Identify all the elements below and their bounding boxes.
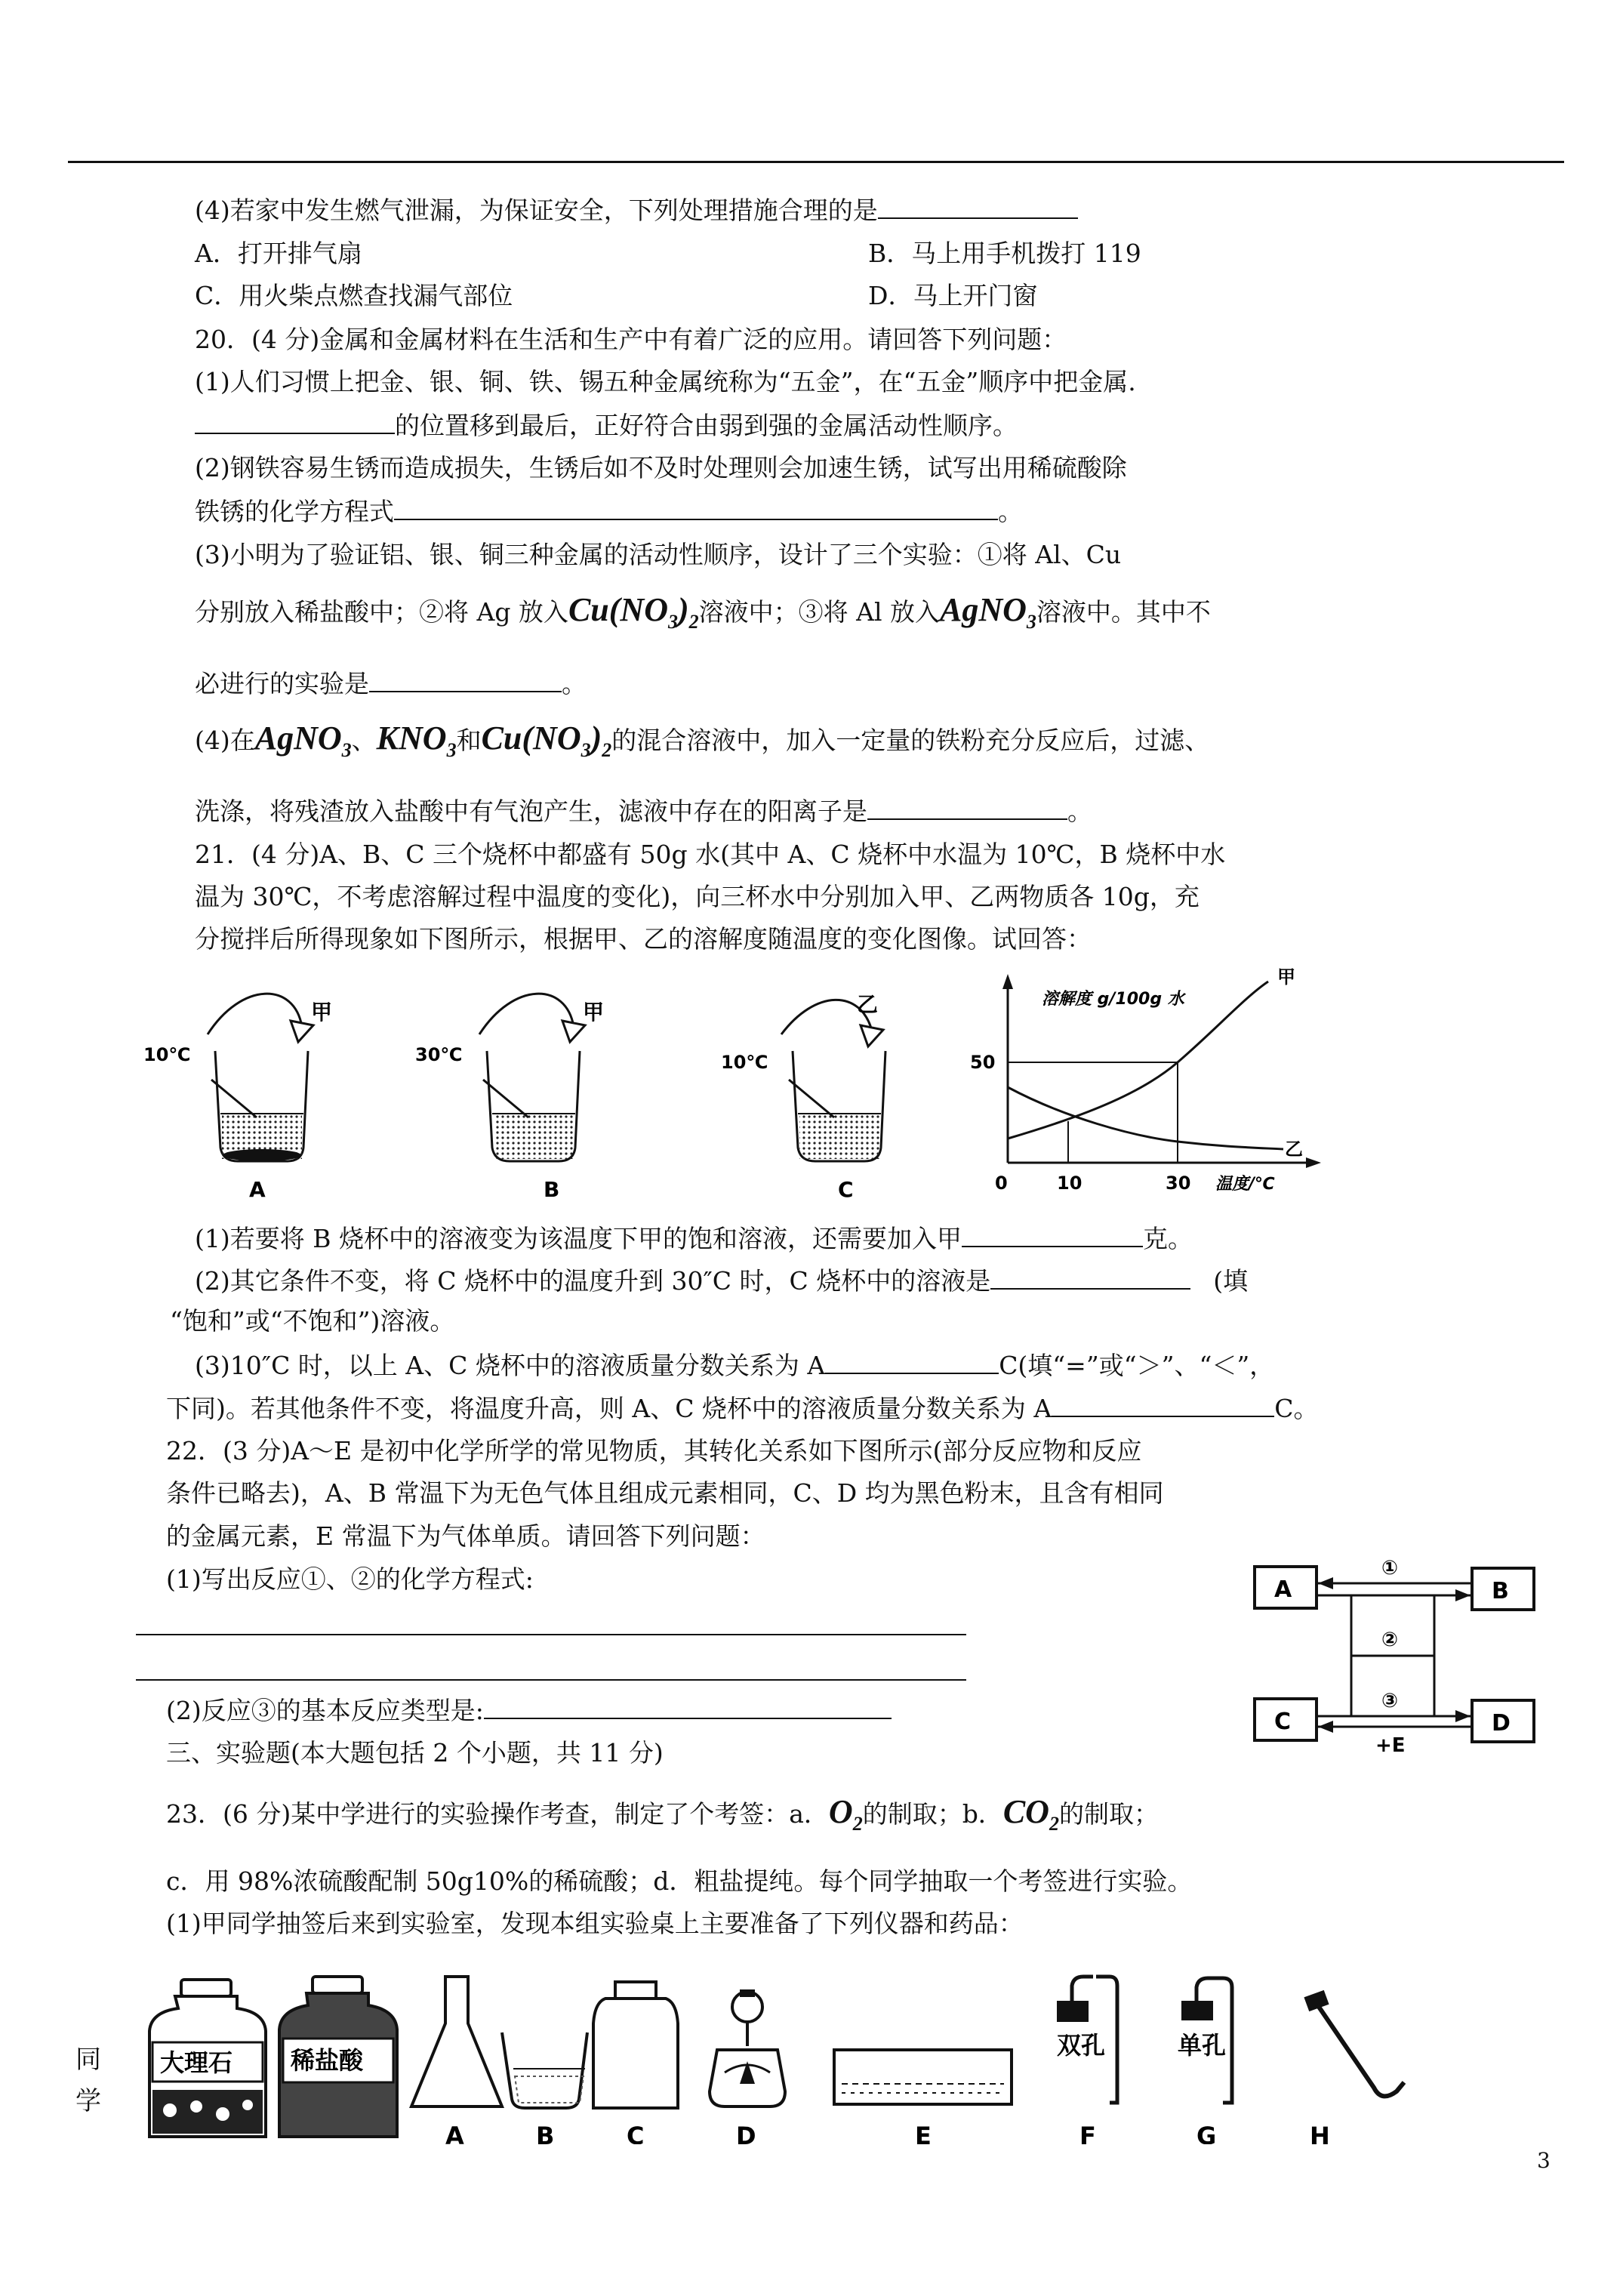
answer-blank[interactable] <box>878 195 1078 219</box>
page-number: 3 <box>1537 2148 1551 2173</box>
pour-arrow-icon <box>479 994 574 1034</box>
q21-line2: 温为 30℃，不考虑溶解过程中温度的变化)，向三杯水中分别加入甲、乙两物质各 10g，充 <box>195 882 1200 911</box>
conical-flask-icon <box>411 1977 502 2106</box>
node-a: A <box>1274 1576 1292 1603</box>
formula-o2: $O_2$ <box>828 1793 863 1835</box>
q21-title: 21．(4 分)A、B、C 三个烧杯中都盛有 50g 水(其中 A、C 烧杯中水温为 10℃，B 烧杯中水 <box>195 840 1226 869</box>
q19-option-b: B．马上用手机拨打 119 <box>868 239 1141 268</box>
label-h: H <box>1310 2122 1330 2144</box>
beaker-c-label: C <box>838 1177 854 1202</box>
margin-char-2: 学 <box>75 2086 101 2116</box>
stopper-two-hole-label: 双孔 <box>1057 2031 1106 2060</box>
q23-line3: (1)甲同学抽签后来到实验室，发现本组实验桌上主要准备了下列仪器和药品： <box>166 1909 1024 1938</box>
beaker-c <box>721 992 885 1202</box>
label-d: D <box>736 2122 756 2144</box>
answer-blank[interactable] <box>990 1265 1190 1290</box>
q23-line1: 23．(6 分)某中学进行的实验操作考查，制定了个考签：a．$O_2$的制取；b．$CO_2$的制取； <box>166 1793 1159 1835</box>
answer-blank[interactable] <box>484 1695 892 1719</box>
formula-cu-no3-2: $Cu(NO_3)_2$ <box>568 591 699 633</box>
x-axis-label: 温度/℃ <box>1215 1175 1275 1194</box>
beaker-a <box>143 994 332 1202</box>
q22-q2: (2)反应③的基本反应类型是: <box>166 1695 892 1726</box>
stopper-one-hole-label: 单孔 <box>1178 2031 1227 2060</box>
reaction-2-label: ② <box>1381 1629 1399 1651</box>
q23-apparatus <box>143 1963 1487 2144</box>
bottle-hcl <box>279 1977 397 2137</box>
q22-diagram <box>1246 1552 1563 1755</box>
answer-line-2[interactable] <box>136 1679 966 1681</box>
answer-line-1[interactable] <box>136 1634 966 1635</box>
header-rule <box>68 161 1564 163</box>
formula-agno3: AgNO$_3$ <box>940 591 1036 633</box>
formula-kno3: $KNO_3$ <box>376 720 457 761</box>
q19-option-c: C．用火柴点燃查找漏气部位 <box>195 281 513 310</box>
q20-p2a: (2)钢铁容易生锈而造成损失，生锈后如不及时处理则会加速生锈，试写出用稀硫酸除 <box>195 453 1127 482</box>
trough-icon <box>834 2050 1012 2104</box>
q19-4-stem: (4)若家中发生燃气泄漏，为保证安全，下列处理措施合理的是 <box>195 195 1078 226</box>
beaker-b <box>415 994 604 1202</box>
beaker-a-temp: 10℃ <box>143 1044 191 1065</box>
curve-yi-label: 乙 <box>1285 1139 1303 1160</box>
beaker-icon <box>502 2032 587 2108</box>
q22-title: 22．(3 分)A～E 是初中化学所学的常见物质，其转化关系如下图所示(部分反应物和反应 <box>166 1436 1142 1465</box>
formula-co2: $CO_2$ <box>1002 1793 1059 1835</box>
q21-a3b: 下同)。若其他条件不变，将温度升高，则 A、C 烧杯中的溶液质量分数关系为 A C。 <box>166 1394 1319 1423</box>
q22-line3: 的金属元素，E 常温下为气体单质。请回答下列问题： <box>166 1521 765 1551</box>
beaker-b-temp: 30℃ <box>415 1044 463 1065</box>
reaction-1-label: ① <box>1381 1557 1399 1579</box>
reagent-e-label: +E <box>1375 1734 1406 1755</box>
answer-blank[interactable] <box>825 1350 999 1374</box>
q21-a3a: (3)10″C 时，以上 A、C 烧杯中的溶液质量分数关系为 A C(填“=”或“＞”、“＜”， <box>195 1351 1275 1380</box>
gas-jar-icon <box>593 1999 678 2108</box>
q19-option-d: D．马上开门窗 <box>868 281 1038 310</box>
x-tick-0: 0 <box>995 1173 1008 1194</box>
q20-p3b: 分别放入稀盐酸中；②将 Ag 放入$Cu(NO_3)_2$溶液中；③将 Al 放入AgNO$_3$溶液中。其中不 <box>195 591 1211 633</box>
q20-p3a: (3)小明为了验证铝、银、铜三种金属的活动性顺序，设计了三个实验：①将 Al、Cu <box>195 540 1122 569</box>
q20-p1b: 的位置移到最后，正好符合由弱到强的金属活动性顺序。 <box>195 410 1018 441</box>
solubility-graph <box>970 966 1321 1194</box>
answer-blank[interactable] <box>962 1223 1143 1247</box>
q21-a2a: (2)其它条件不变，将 C 烧杯中的温度升到 30″C 时，C 烧杯中的溶液是 (填 <box>195 1266 1249 1296</box>
bottle-hcl-label: 稀盐酸 <box>291 2046 364 2075</box>
x-tick-10: 10 <box>1057 1173 1083 1194</box>
x-tick-30: 30 <box>1166 1173 1191 1194</box>
label-c: C <box>627 2122 645 2144</box>
answer-blank[interactable] <box>195 410 395 434</box>
q20-p2b: 铁锈的化学方程式 。 <box>195 497 1023 526</box>
bottle-marble-label: 大理石 <box>160 2048 233 2077</box>
beaker-b-label: B <box>544 1177 560 1202</box>
q20-p3c: 必进行的实验是 。 <box>195 669 587 698</box>
pour-arrow-icon <box>208 994 302 1034</box>
label-f: F <box>1079 2122 1096 2144</box>
q21-a2b: “饱和”或“不饱和”)溶液。 <box>170 1306 455 1336</box>
label-g: G <box>1196 2122 1217 2144</box>
curve-jia-label: 甲 <box>1277 966 1295 988</box>
bottle-marble <box>149 1980 266 2137</box>
beaker-a-label: A <box>249 1177 266 1202</box>
q20-p4b: 洗涤，将残渣放入盐酸中有气泡产生，滤液中存在的阳离子是 。 <box>195 797 1092 826</box>
one-hole-stopper-icon <box>1178 1978 1232 2103</box>
q20-title: 20．(4 分)金属和金属材料在生活和生产中有着广泛的应用。请回答下列问题： <box>195 325 1067 354</box>
answer-blank[interactable] <box>394 496 998 520</box>
q22-line2: 条件已略去)，A、B 常温下为无色气体且组成元素相同，C、D 均为黑色粉末，且含有相同 <box>166 1478 1164 1508</box>
q20-p1a: (1)人们习惯上把金、银、铜、铁、锡五种金属统称为“五金”，在“五金”顺序中把金属. <box>195 367 1136 396</box>
y-axis-label: 溶解度 g/100g 水 <box>1042 990 1184 1009</box>
beaker-c-substance: 乙 <box>857 992 879 1017</box>
section-3-heading: 三、实验题(本大题包括 2 个小题，共 11 分) <box>166 1738 664 1767</box>
q20-p4a: (4)在AgNO$_3$、$KNO_3$和$Cu(NO_3)_2$的混合溶液中，加入一定量的铁粉充分反应后，过滤、 <box>195 720 1210 761</box>
q21-figure <box>136 966 1359 1223</box>
alcohol-lamp-icon <box>710 1989 785 2106</box>
formula-cu-no3-2: $Cu(NO_3)_2$ <box>481 720 612 761</box>
bent-tube-icon <box>1304 1990 1404 2097</box>
q23-line2: c．用 98%浓硫酸配制 50g10%的稀硫酸；d．粗盐提纯。每个同学抽取一个考签进行实验。 <box>166 1866 1193 1896</box>
q22-q1: (1)写出反应①、②的化学方程式: <box>166 1564 534 1594</box>
margin-char-1: 同 <box>75 2045 101 2075</box>
node-c: C <box>1274 1709 1292 1735</box>
q21-a1: (1)若要将 B 烧杯中的溶液变为该温度下甲的饱和溶液，还需要加入甲 克。 <box>195 1224 1193 1253</box>
two-hole-stopper-icon <box>1057 1977 1117 2103</box>
reaction-3-label: ③ <box>1381 1690 1399 1712</box>
beaker-c-temp: 10℃ <box>721 1052 768 1073</box>
answer-blank[interactable] <box>1052 1393 1274 1417</box>
beaker-a-substance: 甲 <box>311 1000 333 1025</box>
y-tick-50: 50 <box>970 1052 996 1073</box>
node-b: B <box>1492 1578 1509 1604</box>
q21-line3: 分搅拌后所得现象如下图所示，根据甲、乙的溶解度随温度的变化图像。试回答： <box>195 924 1092 954</box>
label-e: E <box>915 2122 932 2144</box>
label-a: A <box>445 2122 464 2144</box>
q19-option-a: A．打开排气扇 <box>195 239 362 268</box>
answer-blank[interactable] <box>867 796 1067 820</box>
formula-agno3: AgNO$_3$ <box>254 720 352 761</box>
label-b: B <box>536 2122 555 2144</box>
node-d: D <box>1492 1710 1511 1737</box>
answer-blank[interactable] <box>369 668 562 692</box>
beaker-b-substance: 甲 <box>583 1000 605 1025</box>
curve-yi <box>1008 1087 1283 1149</box>
